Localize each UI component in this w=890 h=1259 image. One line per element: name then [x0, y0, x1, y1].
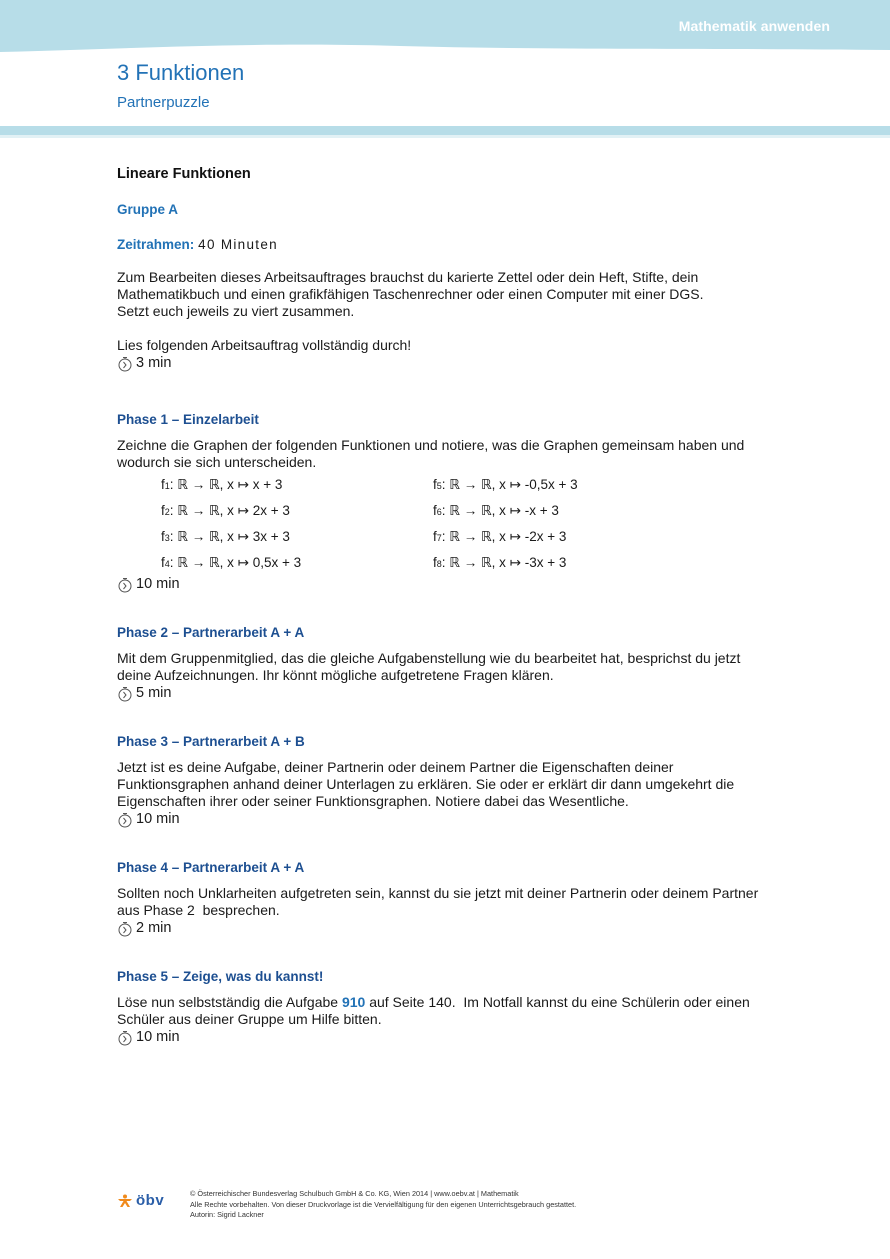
function-item: f6: ℝ → ℝ, x ↦ -x + 3 — [433, 503, 559, 518]
timer-label: 10 min — [136, 576, 180, 592]
group-label: Gruppe A — [117, 202, 179, 217]
phase-text: wodurch sie sich unterscheiden. — [117, 454, 317, 470]
phase-timer — [117, 810, 797, 829]
phase-title: Phase 1 – Einzelarbeit — [117, 412, 259, 427]
timeframe-label: Zeitrahmen: — [117, 237, 195, 252]
materials-line: Mathematikbuch und einen grafikfähigen Taschenrechner oder einen Computer mit einer DGS. — [117, 286, 704, 302]
phase-text: Funktionsgraphen anhand deiner Unterlagen zu erklären. Sie oder er erklärt dir dann umgekehrt die — [117, 776, 735, 792]
copyright-line: © Österreichischer Bundesverlag Schulbuch GmbH & Co. KG, Wien 2014 | www.oebv.at | Mathematik — [190, 1189, 519, 1198]
phase-text: Eigenschaften ihrer oder seiner Funktionsgraphen. Notiere dabei das Wesentliche. — [117, 793, 629, 809]
function-item: f2: ℝ → ℝ, x ↦ 2x + 3 — [161, 503, 290, 518]
logo-text: öbv — [136, 1192, 165, 1209]
stopwatch-icon — [117, 812, 133, 828]
rights-line: Alle Rechte vorbehalten. Von dieser Druckvorlage ist die Vervielfältigung für den eigenen Unterrichtsgebrauch gestattet. — [190, 1199, 577, 1209]
function-item: f4: ℝ → ℝ, x ↦ 0,5x + 3 — [161, 555, 302, 570]
phase-timer — [117, 919, 797, 938]
phase-text: Sollten noch Unklarheiten aufgetreten sein, kannst du sie jetzt mit deiner Partnerin oder deinem Partner — [117, 885, 759, 901]
intro-timer — [117, 354, 797, 373]
timer-label: 10 min — [136, 811, 180, 827]
header-rule — [0, 126, 890, 135]
phase-title: Phase 3 – Partnerarbeit A + B — [117, 734, 305, 749]
stopwatch-icon — [117, 356, 133, 372]
function-item: f1: ℝ → ℝ, x ↦ x + 3 — [161, 477, 283, 492]
author-line: Autorin: Sigrid Lackner — [190, 1210, 264, 1219]
copyright-block — [190, 1189, 576, 1221]
timeframe-value: 40 Minuten — [198, 237, 278, 252]
materials-paragraph — [117, 269, 797, 320]
chapter-subtitle: Partnerpuzzle — [117, 94, 210, 111]
timeframe — [117, 236, 797, 253]
phase-1 — [117, 411, 797, 594]
worksheet-content — [117, 166, 797, 1047]
phase-text: Zeichne die Graphen der folgenden Funktionen und notiere, was die Graphen gemeinsam haben und — [117, 437, 745, 453]
stopwatch-icon — [117, 686, 133, 702]
phase-title: Phase 4 – Partnerarbeit A + A — [117, 860, 305, 875]
phase-text: Jetzt ist es deine Aufgabe, deiner Partnerin oder deinem Partner die Eigenschaften deiner — [117, 759, 674, 775]
timer-label: 3 min — [136, 355, 172, 371]
phase-timer — [117, 684, 797, 703]
header-wave — [0, 36, 890, 56]
function-item: f8: ℝ → ℝ, x ↦ -3x + 3 — [433, 555, 567, 570]
oebv-logo-icon — [117, 1194, 133, 1208]
phase-text: aus Phase 2 besprechen. — [117, 902, 280, 918]
function-item: f7: ℝ → ℝ, x ↦ -2x + 3 — [433, 529, 567, 544]
phase-text: Mit dem Gruppenmitglied, das die gleiche Aufgabenstellung wie du bearbeitet hat, besprichst du jetzt — [117, 650, 741, 666]
stopwatch-icon — [117, 1030, 133, 1046]
timer-label: 5 min — [136, 685, 172, 701]
section-title: Lineare Funktionen — [117, 166, 251, 182]
phase-5 — [117, 968, 797, 1047]
phase-text: Schüler aus deiner Gruppe um Hilfe bitten. — [117, 1011, 382, 1027]
read-instruction: Lies folgenden Arbeitsauftrag vollständig durch! — [117, 337, 412, 353]
timer-label: 2 min — [136, 920, 172, 936]
phase-2 — [117, 624, 797, 703]
phase-3 — [117, 733, 797, 829]
phase-title: Phase 2 – Partnerarbeit A + A — [117, 625, 305, 640]
materials-line: Zum Bearbeiten dieses Arbeitsauftrages brauchst du karierte Zettel oder dein Heft, Stifte, dein — [117, 269, 699, 285]
phase-text: Löse nun selbstständig die Aufgabe 910 auf Seite 140. Im Notfall kannst du eine Schülerin oder einen — [117, 994, 750, 1010]
timer-label: 10 min — [136, 1029, 180, 1045]
phase-timer — [117, 1028, 797, 1047]
header-rule-light — [0, 135, 890, 138]
phase-4 — [117, 859, 797, 938]
phase-text: deine Aufzeichnungen. Ihr könnt mögliche aufgetretene Fragen klären. — [117, 667, 554, 683]
phase-timer — [117, 575, 797, 594]
phase-title: Phase 5 – Zeige, was du kannst! — [117, 969, 324, 984]
function-item: f3: ℝ → ℝ, x ↦ 3x + 3 — [161, 529, 290, 544]
function-item: f5: ℝ → ℝ, x ↦ -0,5x + 3 — [433, 477, 578, 492]
materials-line: Setzt euch jeweils zu viert zusammen. — [117, 303, 355, 319]
publisher-logo — [117, 1192, 164, 1209]
function-list — [161, 476, 797, 573]
stopwatch-icon — [117, 921, 133, 937]
chapter-title: 3 Funktionen — [117, 60, 245, 85]
stopwatch-icon — [117, 577, 133, 593]
series-label: Mathematik anwenden — [678, 18, 830, 34]
task-number: 910 — [341, 994, 366, 1010]
